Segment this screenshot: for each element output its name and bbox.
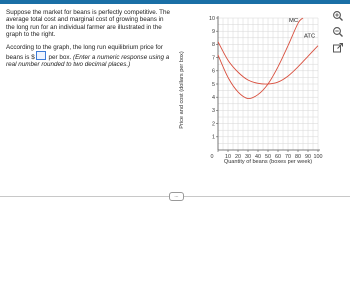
x-tick-label: 70	[285, 154, 291, 160]
x-tick-label: 100	[313, 154, 323, 160]
x-tick-label: 90	[305, 154, 311, 160]
y-tick-label: 4	[212, 95, 215, 101]
x-tick-label: 40	[255, 154, 261, 160]
x-axis-label: Quantity of beans (boxes per week)	[223, 159, 313, 165]
y-tick-label: 8	[212, 42, 215, 49]
y-tick-label: 1	[212, 134, 215, 141]
y-tick-label: 2	[212, 121, 215, 128]
y-tick-label: 9	[212, 29, 215, 35]
question-prompt: According to the graph, the long run equilibrium price for beans is	[6, 43, 163, 62]
y-tick-labels	[209, 16, 218, 141]
cost-curves-graph	[178, 10, 328, 180]
x-tick-label: 20	[235, 154, 241, 160]
expand-icon[interactable]	[332, 41, 344, 59]
y-tick-label: 10	[209, 15, 215, 22]
mc-label: MC	[289, 18, 299, 24]
answer-instruction: (Enter a numeric response using a real number rounded to two decimal places.)	[6, 54, 170, 69]
more-button[interactable]: ...	[169, 192, 184, 201]
question-panel	[6, 9, 174, 74]
y-tick-label: 7	[212, 55, 215, 62]
top-accent-bar	[0, 0, 350, 4]
x-tick-label: 50	[265, 154, 271, 160]
y-tick-label: 5	[212, 81, 215, 88]
x-tick-label: 0	[210, 154, 214, 160]
mc-curve	[218, 18, 303, 99]
answer-input[interactable]	[36, 51, 46, 60]
x-tick-label: 10	[225, 154, 231, 160]
x-tick-label: 30	[245, 154, 251, 160]
atc-label: ATC	[304, 33, 316, 40]
answer-unit: per box.	[48, 54, 72, 62]
y-axis-label: Price and cost (dollars per box)	[179, 51, 185, 129]
y-tick-label: 3	[212, 108, 215, 115]
x-tick-label: 80	[295, 154, 301, 160]
x-tick-label: 60	[275, 154, 281, 160]
currency-symbol: $	[31, 54, 35, 62]
question-prompt-block	[6, 44, 174, 69]
question-intro: Suppose the market for beans is perfectly competitive. The average total cost and marginal cost of growing beans in the long run for an individual farmer are illustrated in the graph to the right.	[6, 9, 171, 39]
y-tick-label: 6	[212, 68, 215, 75]
